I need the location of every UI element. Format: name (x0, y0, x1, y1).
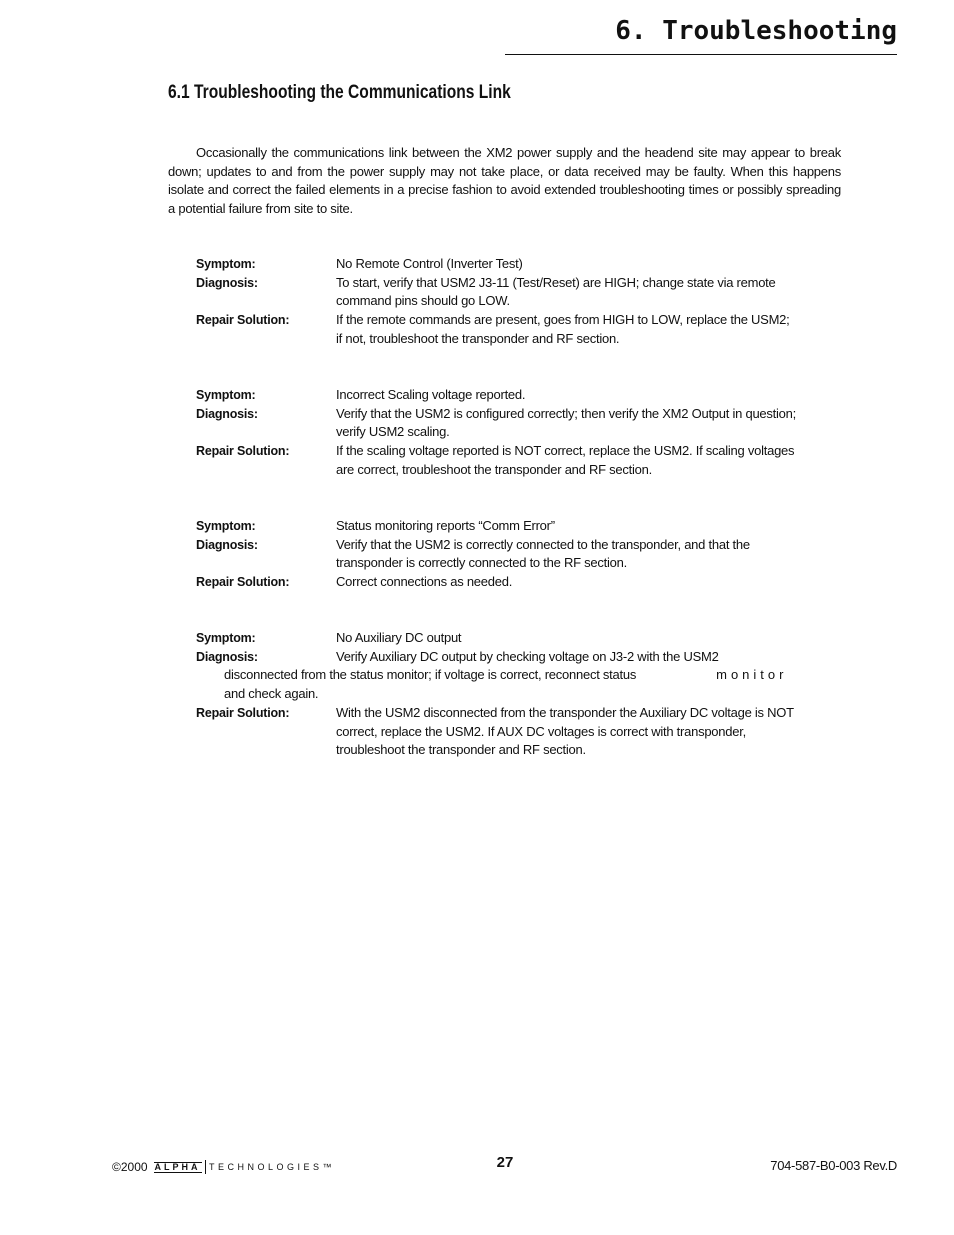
symptom-label: Symptom: (196, 631, 256, 645)
logo-technologies-word: TECHNOLOGIES™ (209, 1162, 336, 1172)
symptom-label: Symptom: (196, 519, 256, 533)
diagnosis-continuation (224, 666, 796, 685)
section-heading: 6.1 Troubleshooting the Communications Link (168, 82, 511, 103)
repair-text: Correct connections as needed. (336, 574, 513, 590)
diagnosis-label: Diagnosis: (196, 275, 258, 290)
logo-alpha-word: ALPHA (154, 1161, 201, 1172)
copyright-text: ©2000 (112, 1160, 148, 1174)
diagnosis-text: Verify that the USM2 is correctly connected to the transponder, and that the transponder is correctly connected to the RF section. (336, 536, 750, 571)
repair-label: Repair Solution: (196, 575, 290, 590)
diagnosis-label: Diagnosis: (196, 537, 258, 552)
repair-text: If the scaling voltage reported is NOT correct, replace the USM2. If scaling voltages are correct, troubleshoot the transponder and RF section. (336, 443, 795, 477)
troubleshooting-entry-4 (196, 629, 796, 760)
repair-label: Repair Solution: (196, 705, 290, 720)
symptom-text: Incorrect Scaling voltage reported. (336, 387, 526, 402)
troubleshooting-entry-3 (196, 517, 796, 592)
repair-text: If the remote commands are present, goes from HIGH to LOW, replace the USM2; if not, troubleshoot the transponder and RF section. (336, 312, 790, 346)
repair-label: Repair Solution: (196, 313, 290, 328)
diagnosis-text: Verify Auxiliary DC output by checking voltage on J3-2 with the USM2 (336, 648, 719, 664)
symptom-label: Symptom: (196, 388, 256, 402)
page-number: 27 (496, 1154, 514, 1171)
chapter-title: 6. Troubleshooting (615, 16, 897, 46)
troubleshooting-entry-2 (196, 386, 796, 480)
chapter-title-rule (505, 54, 897, 55)
symptom-text: Status monitoring reports “Comm Error” (336, 518, 555, 533)
diagnosis-text: To start, verify that USM2 J3-11 (Test/Reset) are HIGH; change state via remote command pins should go LOW. (336, 274, 776, 309)
document-number: 704-587-B0-003 Rev.D (770, 1158, 897, 1173)
symptom-text: No Remote Control (Inverter Test) (336, 256, 523, 271)
troubleshooting-entry-1 (196, 255, 796, 349)
diagnosis-spaced-word: monitor (716, 667, 788, 683)
intro-paragraph: Occasionally the communications link between the XM2 power supply and the headend site may appear to break down; updates to and from the power supply may not take place, or data received may be faulty. When this happens isolate and correct the failed elements in a precise fashion to avoid extended troubleshooting times or possibly spreading a potential failure from site to site. (168, 145, 841, 217)
diagnosis-text: Verify that the USM2 is configured correctly; then verify the XM2 Output in question; verify USM2 scaling. (336, 405, 796, 440)
diagnosis-continuation-text: disconnected from the status monitor; if voltage is correct, reconnect status (224, 667, 637, 683)
repair-text: With the USM2 disconnected from the transponder the Auxiliary DC voltage is NOT correct, replace the USM2. If AUX DC voltages is correct with transponder, troubleshoot the transponder and RF section. (336, 704, 794, 758)
diagnosis-label: Diagnosis: (196, 649, 258, 664)
symptom-text: No Auxiliary DC output (336, 630, 462, 645)
diagnosis-label: Diagnosis: (196, 406, 258, 421)
repair-label: Repair Solution: (196, 444, 290, 459)
diagnosis-last-line: and check again. (224, 686, 319, 702)
symptom-label: Symptom: (196, 257, 256, 271)
